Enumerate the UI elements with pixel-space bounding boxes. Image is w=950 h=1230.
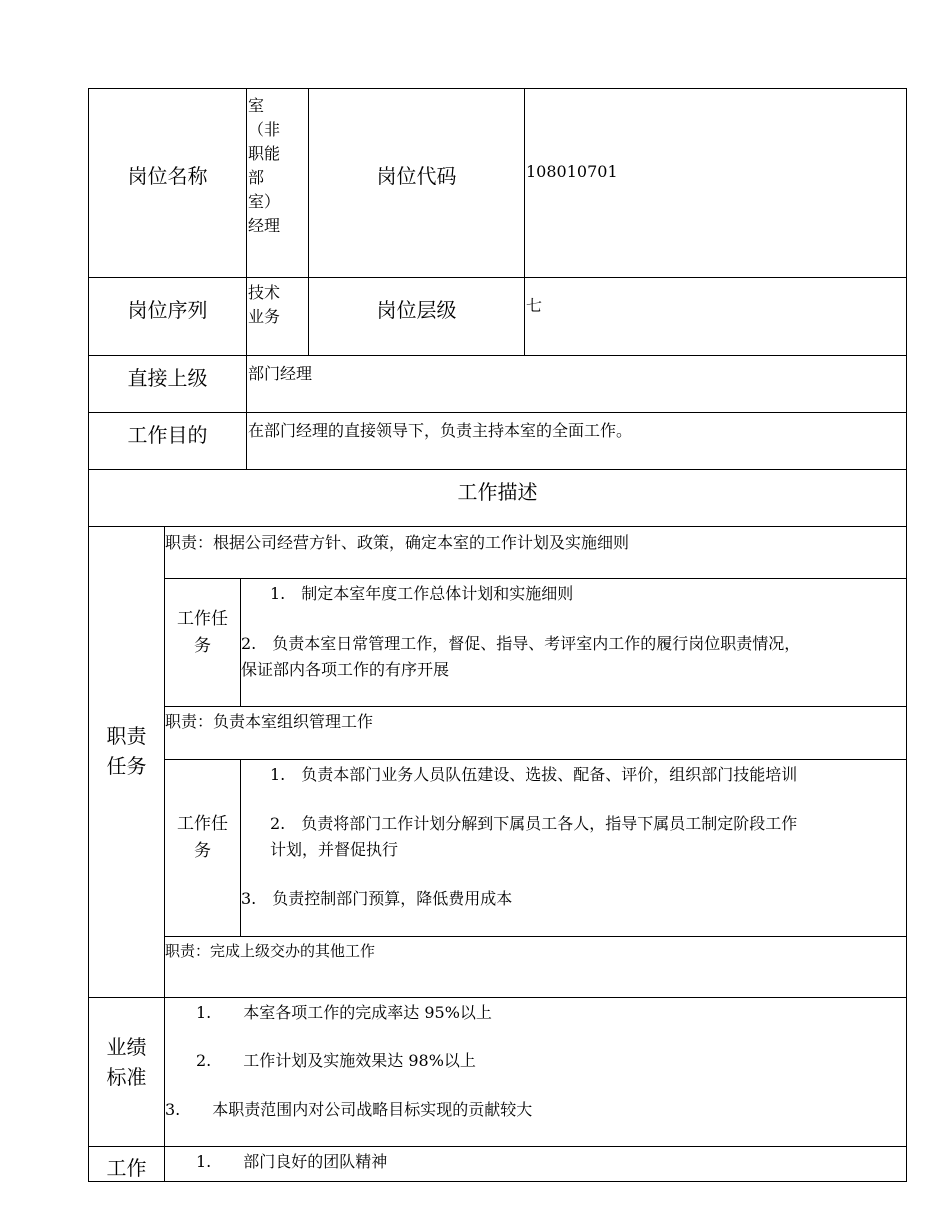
duty-3-title: 职责：完成上级交办的其他工作: [165, 942, 376, 960]
work-item-1: 1. 部门良好的团队精神: [196, 1152, 388, 1171]
post-series-label: 岗位序列: [127, 298, 208, 322]
post-level-value: 七: [526, 296, 543, 315]
post-series-value: 技术 业务: [248, 283, 281, 326]
duties-label: 职责 任务: [106, 724, 147, 778]
performance-item-2: 2. 工作计划及实施效果达 98%以上: [196, 1051, 476, 1070]
post-name-label: 岗位名称: [127, 164, 208, 188]
duty-1-task-2-cont: 保证部内各项工作的有序开展: [241, 660, 450, 679]
purpose-label: 工作目的: [127, 423, 208, 447]
performance-label: 业绩 标准: [106, 1035, 147, 1089]
post-name-value: 室 （非 职能 部 室） 经理: [248, 96, 281, 235]
duty-1-task-1: 1. 制定本室年度工作总体计划和实施细则: [270, 584, 574, 603]
duty-1-task-label: 工作任 务: [177, 609, 228, 656]
duty-2-task-2-cont: 计划，并督促执行: [270, 840, 399, 859]
duty-2-task-1: 1. 负责本部门业务人员队伍建设、选拔、配备、评价，组织部门技能培训: [270, 765, 798, 784]
description-title: 工作描述: [457, 480, 538, 504]
post-level-label: 岗位层级: [376, 298, 457, 322]
duty-2-task-3: 3. 负责控制部门预算，降低费用成本: [241, 889, 513, 908]
duty-2-task-label: 工作任 务: [177, 814, 228, 861]
duty-2-title: 职责：负责本室组织管理工作: [165, 712, 374, 731]
performance-item-3: 3. 本职责范围内对公司战略目标实现的贡献较大: [165, 1100, 533, 1119]
duty-1-title: 职责：根据公司经营方针、政策，确定本室的工作计划及实施细则: [165, 533, 630, 552]
duty-1-task-2: 2. 负责本室日常管理工作，督促、指导、考评室内工作的履行岗位职责情况，: [241, 634, 801, 653]
work-label: 工作: [106, 1156, 147, 1180]
duty-2-task-2: 2. 负责将部门工作计划分解到下属员工各人，指导下属员工制定阶段工作: [270, 814, 798, 833]
superior-value: 部门经理: [248, 364, 313, 383]
purpose-value: 在部门经理的直接领导下，负责主持本室的全面工作。: [248, 421, 633, 440]
post-code-label: 岗位代码: [376, 164, 457, 188]
performance-item-1: 1. 本室各项工作的完成率达 95%以上: [196, 1003, 492, 1022]
post-code-value: 108010701: [526, 162, 618, 181]
superior-label: 直接上级: [127, 366, 208, 390]
